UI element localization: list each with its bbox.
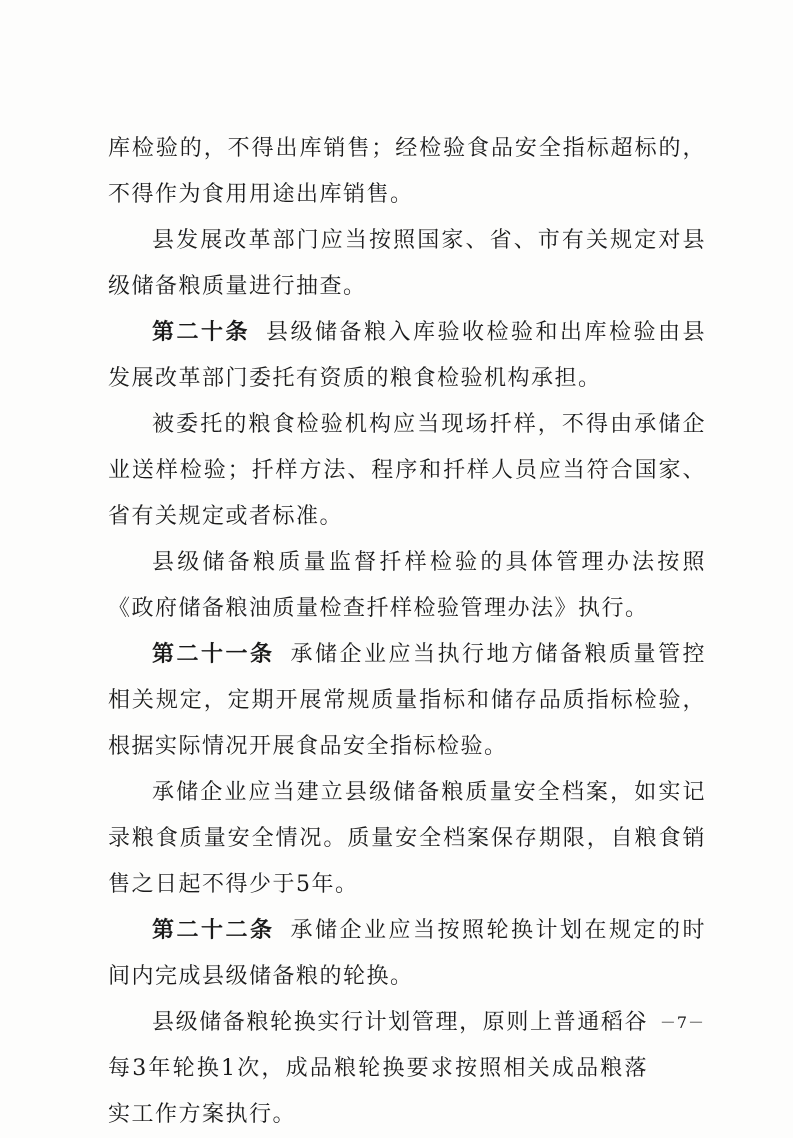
article-22-heading: 第二十二条	[152, 918, 275, 943]
paragraph-2	[108, 218, 706, 310]
paragraph-5	[108, 540, 706, 632]
paragraph-2-text: 县发展改革部门应当按照国家、省、市有关规定对县级储备粮质量进行抽查。	[108, 228, 706, 299]
paragraph-1	[108, 126, 706, 218]
paragraph-9-text: 县级储备粮轮换实行计划管理，原则上普通稻谷每3年轮换1次，成品粮轮换要求按照相关成品粮落实工作方案执行。	[108, 1010, 648, 1127]
paragraph-5-text: 县级储备粮质量监督扦样检验的具体管理办法按照《政府储备粮油质量检查扦样检验管理办法》执行。	[108, 550, 706, 621]
article-20	[108, 310, 706, 402]
article-22	[108, 908, 706, 1000]
paragraph-4	[108, 402, 706, 540]
article-20-heading: 第二十条	[152, 320, 250, 345]
paragraph-7	[108, 770, 706, 908]
paragraph-9	[108, 1000, 648, 1138]
article-21-heading: 第二十一条	[152, 642, 275, 667]
paragraph-4-text: 被委托的粮食检验机构应当现场扦样，不得由承储企业送样检验；扦样方法、程序和扦样人员应当符合国家、省有关规定或者标准。	[108, 412, 706, 529]
article-20-text: 县级储备粮入库验收检验和出库检验由县发展改革部门委托有资质的粮食检验机构承担。	[108, 320, 706, 391]
article-21-text: 承储企业应当执行地方储备粮质量管控相关规定，定期开展常规质量指标和储存品质指标检验，根据实际情况开展食品安全指标检验。	[108, 642, 706, 759]
paragraph-7-text: 承储企业应当建立县级储备粮质量安全档案，如实记录粮食质量安全情况。质量安全档案保存期限，自粮食销售之日起不得少于5年。	[108, 780, 706, 897]
article-22-text: 承储企业应当按照轮换计划在规定的时间内完成县级储备粮的轮换。	[108, 918, 706, 989]
article-21	[108, 632, 706, 770]
paragraph-1-text: 库检验的，不得出库销售；经检验食品安全指标超标的，不得作为食用用途出库销售。	[108, 136, 706, 207]
page-number: －7－	[659, 1013, 705, 1032]
